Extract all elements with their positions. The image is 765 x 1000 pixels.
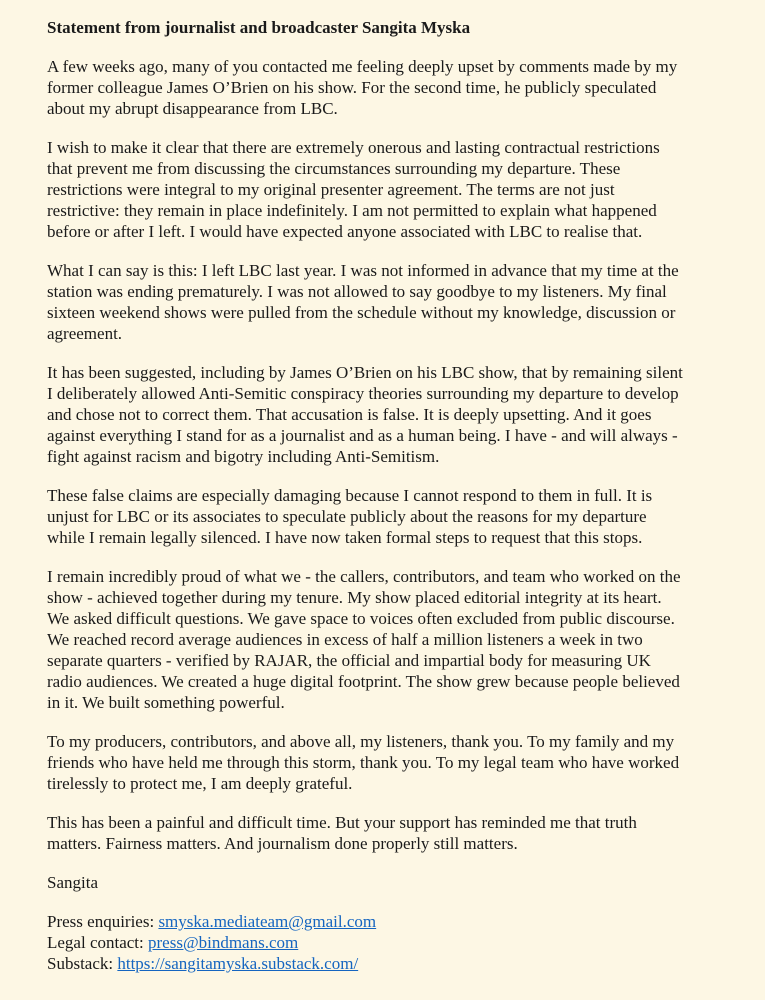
paragraph-1	[47, 56, 745, 119]
paragraph-line: before or after I left. I would have expected anyone associated with LBC to realise that.	[47, 222, 643, 241]
paragraph-line: about my abrupt disappearance from LBC.	[47, 99, 338, 118]
paragraph-6	[47, 566, 745, 713]
paragraph-line: matters. Fairness matters. And journalism done properly still matters.	[47, 834, 518, 853]
paragraph-line: show - achieved together during my tenure. My show placed editorial integrity at its heart.	[47, 588, 662, 607]
paragraph-line: station was ending prematurely. I was not allowed to say goodbye to my listeners. My final	[47, 282, 667, 301]
press-contact-label: Press enquiries:	[47, 912, 159, 931]
paragraph-4	[47, 362, 745, 467]
paragraph-3	[47, 260, 745, 344]
paragraph-line: separate quarters - verified by RAJAR, the official and impartial body for measuring UK	[47, 651, 651, 670]
paragraph-line: These false claims are especially damaging because I cannot respond to them in full. It is	[47, 486, 653, 505]
paragraph-line: former colleague James O’Brien on his show. For the second time, he publicly speculated	[47, 78, 657, 97]
signoff: Sangita	[47, 873, 98, 892]
paragraph-line: friends who have held me through this storm, thank you. To my legal team who have worked	[47, 753, 680, 772]
paragraph-line: agreement.	[47, 324, 123, 343]
paragraph-line: against everything I stand for as a journalist and as a human being. I have - and will always -	[47, 426, 678, 445]
paragraph-line: restrictive: they remain in place indefinitely. I am not permitted to explain what happened	[47, 201, 657, 220]
paragraph-line: A few weeks ago, many of you contacted me feeling deeply upset by comments made by my	[47, 57, 678, 76]
legal-contact-label: Legal contact:	[47, 933, 149, 952]
press-email-link[interactable]: smyska.mediateam@gmail.com	[158, 912, 377, 931]
paragraph-line: I deliberately allowed Anti-Semitic conspiracy theories surrounding my departure to develop	[47, 384, 679, 403]
paragraph-line: I remain incredibly proud of what we - the callers, contributors, and team who worked on the	[47, 567, 681, 586]
paragraph-line: fight against racism and bigotry including Anti-Semitism.	[47, 447, 440, 466]
paragraph-line: I wish to make it clear that there are extremely onerous and lasting contractual restrictions	[47, 138, 660, 157]
paragraph-line: sixteen weekend shows were pulled from the schedule without my knowledge, discussion or	[47, 303, 676, 322]
substack-contact	[47, 953, 745, 974]
substack-label: Substack:	[47, 954, 118, 973]
paragraph-line: We asked difficult questions. We gave space to voices often excluded from public discourse.	[47, 609, 675, 628]
paragraph-8	[47, 812, 745, 854]
paragraph-2	[47, 137, 745, 242]
press-contact	[47, 911, 745, 932]
paragraph-line: restrictions were integral to my original presenter agreement. The terms are not just	[47, 180, 615, 199]
contacts-block	[47, 911, 745, 974]
paragraph-line: while I remain legally silenced. I have now taken formal steps to request that this stops.	[47, 528, 643, 547]
paragraph-7	[47, 731, 745, 794]
paragraph-line: in it. We built something powerful.	[47, 693, 285, 712]
paragraph-line: that prevent me from discussing the circumstances surrounding my departure. These	[47, 159, 621, 178]
paragraph-line: and chose not to correct them. That accusation is false. It is deeply upsetting. And it goes	[47, 405, 652, 424]
paragraph-line: It has been suggested, including by James O’Brien on his LBC show, that by remaining silent	[47, 363, 683, 382]
legal-contact	[47, 932, 745, 953]
paragraph-line: radio audiences. We created a huge digital footprint. The show grew because people believed	[47, 672, 680, 691]
paragraph-line: unjust for LBC or its associates to speculate publicly about the reasons for my departure	[47, 507, 647, 526]
legal-email-link[interactable]: press@bindmans.com	[148, 933, 299, 952]
paragraph-line: This has been a painful and difficult time. But your support has reminded me that truth	[47, 813, 637, 832]
paragraph-line: tirelessly to protect me, I am deeply grateful.	[47, 774, 353, 793]
paragraph-5	[47, 485, 745, 548]
paragraph-line: To my producers, contributors, and above all, my listeners, thank you. To my family and my	[47, 732, 675, 751]
paragraph-line: We reached record average audiences in excess of half a million listeners a week in two	[47, 630, 643, 649]
paragraph-line: What I can say is this: I left LBC last year. I was not informed in advance that my time at the	[47, 261, 679, 280]
statement-title: Statement from journalist and broadcaster Sangita Myska	[47, 18, 471, 37]
substack-link[interactable]: https://sangitamyska.substack.com/	[117, 954, 359, 973]
